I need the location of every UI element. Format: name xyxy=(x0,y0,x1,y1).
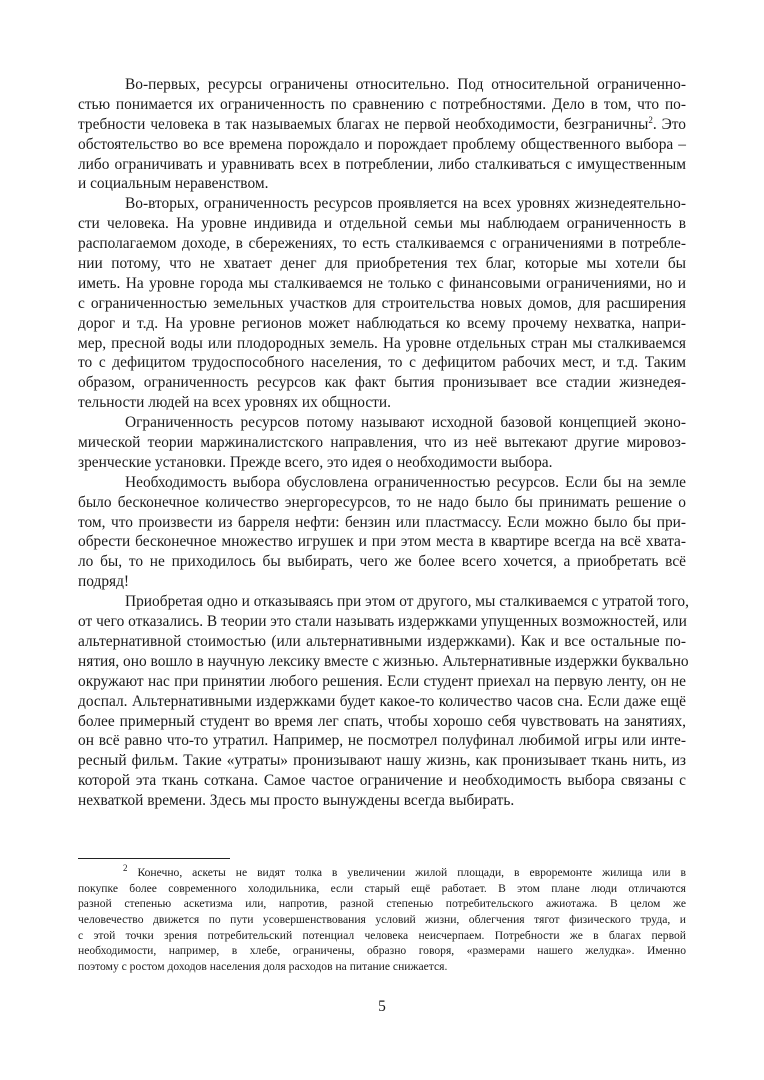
text-line: от чего отказались. В теории это стали называть издержками упущенных возможностей, или xyxy=(78,613,687,631)
text-line: располагаемом доходе, в сбережениях, то есть сталкиваемся с ограничениями в потребле- xyxy=(78,235,686,253)
text-line: доспал. Альтернативными издержками будет какое-то количество часов сна. Если даже ещё xyxy=(78,692,686,710)
text-line: нятия, оно вошло в научную лексику вместе с жизнью. Альтернативные издержки буквально xyxy=(78,652,689,670)
footnote-text: с этой точки зрения потребительский потенциал человека неисчерпаем. Потребности же в благах первой xyxy=(78,928,686,942)
footnote-marker: 2 xyxy=(123,863,128,874)
text-line: было бесконечное количество энергоресурсов, то не надо было бы принимать решение о xyxy=(78,493,686,511)
text-line: дорог и т.д. На уровне регионов может наблюдаться ко всему прочему нехватка, напри- xyxy=(78,314,686,332)
text-line: подряд! xyxy=(78,573,130,591)
text-line: зренческие установки. Прежде всего, это идея о необходимости выбора. xyxy=(78,453,553,471)
footnote-line xyxy=(78,865,686,881)
footnote-separator xyxy=(78,858,230,859)
text-line: Во-первых, ресурсы ограничены относительно. Под относительной ограниченно- xyxy=(125,76,686,93)
text-line: требности человека в так называемых благах не первой необходимости, безграничны$^2$. Это xyxy=(78,114,686,133)
footnote-text: необходимости, например, в хлебе, ограничены, образно говоря, «размерами нашего желудка». Именно xyxy=(78,944,686,958)
text-line: Необходимость выбора обусловлена ограниченностью ресурсов. Если бы на земле xyxy=(125,473,686,491)
paragraph xyxy=(78,473,686,592)
text-line: Ограниченность ресурсов потому называют исходной базовой концепцией эконо- xyxy=(125,414,686,432)
text-line: и социальным неравенством. xyxy=(78,175,269,193)
text-line: с ограниченностью земельных участков для строительства новых домов, для расширения xyxy=(78,294,686,312)
footnote-line xyxy=(78,912,686,928)
page-number: 5 xyxy=(378,998,386,1015)
text-line: мической теории маржиналистского направления, что из неё вытекают другие мировоз- xyxy=(78,434,686,452)
text-line: ресный фильм. Такие «утраты» пронизывают нашу жизнь, как пронизывает ткань нить, из xyxy=(78,752,686,770)
text-line: сти человека. На уровне индивида и отдельной семьи мы наблюдаем ограниченность в xyxy=(78,215,686,233)
footnote-reference[interactable]: 2 xyxy=(648,114,653,125)
paragraph xyxy=(78,592,689,811)
text-line: иметь. На уровне города мы сталкиваемся не только с финансовыми ограничениями, но и xyxy=(78,274,686,292)
footnote-line xyxy=(78,928,686,944)
footnote-line xyxy=(78,896,686,912)
text-line: окружают нас при принятии любого решения. Если студент приехал на первую ленту, он не xyxy=(78,672,686,690)
text-line: которой эта ткань соткана. Самое частое ограничение и необходимость выбора связаны с xyxy=(78,772,686,790)
paragraph xyxy=(78,75,686,194)
paragraph xyxy=(78,194,686,413)
text-line: альтернативной стоимостью (или альтернативными издержками). Как и все остальные по- xyxy=(78,632,686,650)
footnote-text: Конечно, аскеты не видят толка в увеличении жилой площади, в евроремонте жилища или в xyxy=(137,866,686,879)
footnote xyxy=(78,865,686,975)
text-line: обрести бесконечное множество игрушек и при этом места в квартире всегда на всё хвата- xyxy=(78,533,686,551)
text-line: образом, ограниченность ресурсов как факт бытия пронизывает все стадии жизнедея- xyxy=(78,374,686,392)
text-line: нии потому, что не хватает денег для приобретения тех благ, которые мы хотели бы xyxy=(78,255,686,273)
body-text xyxy=(78,75,689,811)
footnote-line xyxy=(78,959,686,975)
text-line: нехваткой времени. Здесь мы просто вынуждены всегда выбирать. xyxy=(78,792,515,810)
text-line: тельности людей на всех уровнях их общности. xyxy=(78,394,391,412)
text-line: он всё равно что-то утратил. Например, не посмотрел полуфинал любимой игры или инте- xyxy=(78,732,686,750)
paragraph xyxy=(78,413,686,473)
text-line: том, что произвести из барреля нефти: бензин или пластмассу. Если можно было бы при- xyxy=(78,513,686,531)
text-line: Во-вторых, ограниченность ресурсов проявляется на всех уровнях жизнедеятельно- xyxy=(125,195,686,213)
text-line: Приобретая одно и отказываясь при этом от другого, мы сталкиваемся с утратой того, xyxy=(125,593,689,611)
footnote-line xyxy=(78,943,686,959)
footnote-text: поэтому с ростом доходов населения доля расходов на питание снижается. xyxy=(78,960,448,974)
text-line: стью понимается их ограниченность по сравнению с потребностями. Дело в том, что по- xyxy=(78,95,686,113)
text-line: ло бы, то не приходилось бы выбирать, чего же более всего хочется, а приобретать всё xyxy=(78,553,686,571)
footnote-text: разной степенью аскетизма или, напротив, разной степенью потребительского ажиотажа. В целом же xyxy=(78,897,686,911)
footnote-line xyxy=(78,881,686,897)
text-line: обстоятельство во все времена порождало и порождает проблему общественного выбора – xyxy=(78,135,686,153)
text-line: либо ограничивать и уравнивать всех в потреблении, либо сталкиваться с имущественным xyxy=(78,155,686,173)
text-line: более примерный студент во время лег спать, чтобы хорошо себя чувствовать на занятиях, xyxy=(78,712,686,730)
text-line: мер, пресной воды или плодородных земель. На уровне отдельных стран мы сталкиваемся xyxy=(78,334,686,352)
text-line: то с дефицитом трудоспособного населения, то с дефицитом рабочих мест, и т.д. Таким xyxy=(78,354,686,372)
footnote-text: человечество движется по пути усовершенствования условий жизни, облегчения тягот физического труда, и xyxy=(78,913,686,927)
footnote-text: покупке более современного холодильника, если старый ещё работает. В этом плане люди отличаются xyxy=(78,881,686,895)
